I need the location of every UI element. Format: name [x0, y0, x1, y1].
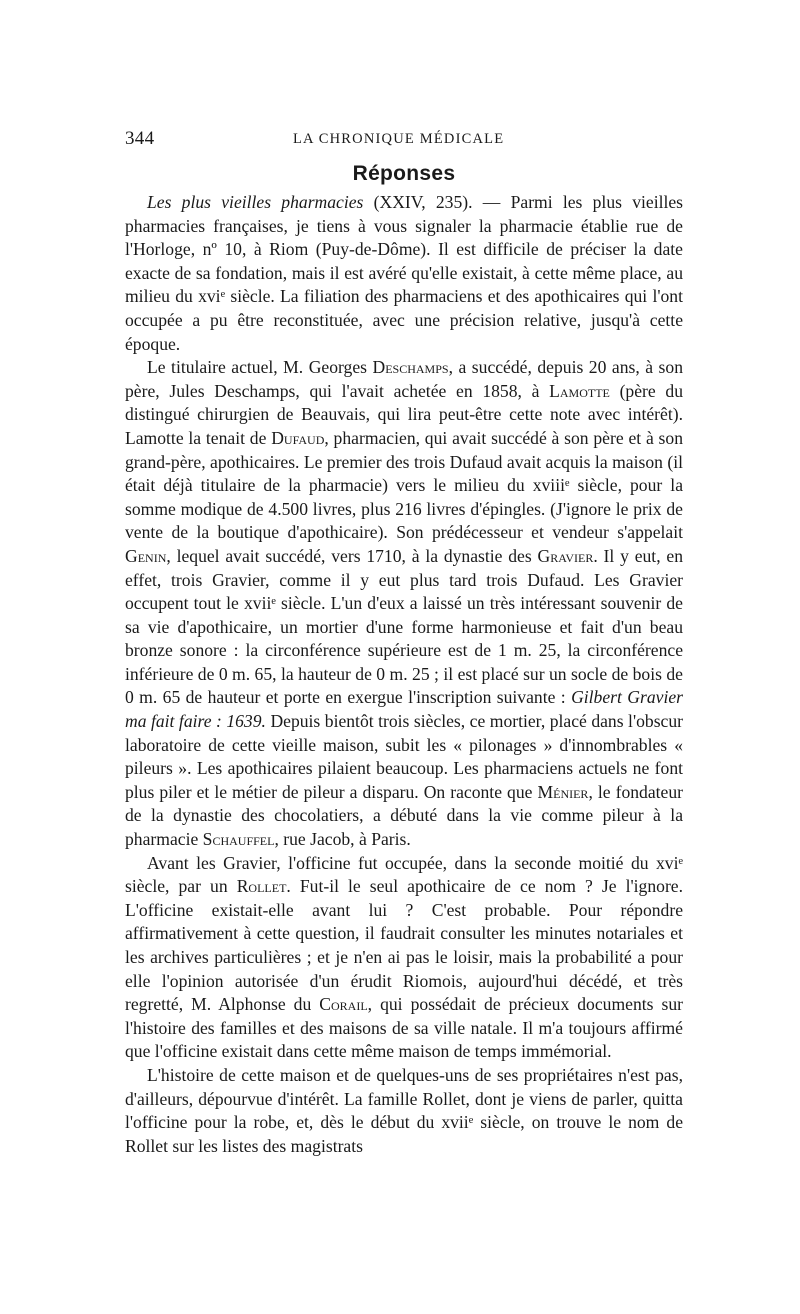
proper-name: Corail — [319, 994, 368, 1015]
paragraph-1 — [125, 191, 683, 356]
paragraph-4 — [125, 1064, 683, 1158]
proper-name: Deschamps — [372, 357, 449, 378]
proper-name: Genin — [125, 545, 167, 566]
paragraph-3 — [125, 852, 683, 1064]
proper-name: Lamotte — [549, 380, 610, 401]
reference-number: (XXIV, 235). — [373, 192, 473, 212]
text-run: . Fut-il le seul apothicaire de ce nom ? Je l'ignore. L'officine existait-elle avant lui ? C'est probable. Pour répondre affirmativement à cette question, il faudrait consulter les minutes notariales et les archives particulières ; et je n'en ai pas le loisir, mais la probabilité a pour elle l'opinion autorisée d'un érudit Riomois, aujourd'hui décédé, et très regretté, M. Alphonse du — [125, 876, 684, 1015]
paragraph-2 — [125, 356, 683, 851]
proper-name: Gravier — [537, 545, 594, 566]
page-header — [125, 128, 683, 156]
text-run: Depuis bientôt trois siècles, ce mortier, placé dans l'obscur laboratoire de cette vieille maison, subit les « pilonages » d'innombrables « pileurs ». Les apothicaires pilaient beaucoup. Les pharmaciens actuels ne font plus piler et le métier de pileur a disparu. On raconte que — [125, 711, 684, 802]
page-number: 344 — [125, 128, 155, 149]
text-run: . Il y eut, en effet, trois Gravier, comme il y eut plus tard trois Dufaud. Les Gravier occupent tout le xviiᵉ siècle. L'un d'eux a laissé un très intéressant souvenir de sa vie d'apothicaire, un mortier d'une forme harmonieuse et fait d'un beau bronze sonore : la circonférence supérieure est de 1 m. 25, la circonférence inférieure de 0 m. 65, la hauteur de 0 m. 25 ; il est placé sur un socle de bois de 0 m. 65 de hauteur et porte en exergue l'inscription suivante : — [125, 545, 683, 708]
text-run: L'histoire de cette maison et de quelques-uns de ses propriétaires n'est pas, d'ailleurs, dépourvue d'intérêt. La famille Rollet, dont je viens de parler, quitta l'officine pour la robe, et, dès le début du xviiᵉ siècle, on trouve le nom de Rollet sur les listes des magistrats — [125, 1064, 683, 1156]
paragraph-text: — Parmi les plus vieilles pharmacies françaises, je tiens à vous signaler la pharmacie établie rue de l'Horloge, nº 10, à Riom (Puy-de-Dôme). Il est difficile de préciser la date exacte de sa fondation, mais il est avéré qu'elle existait, à cette même place, au milieu du xviᵉ siècle. La filiation des pharmaciens et des apothicaires qui l'ont occupée a pu être reconstituée, avec une précision relative, jusqu'à cette époque. — [125, 192, 684, 354]
proper-name: Dufaud — [271, 427, 325, 448]
text-run: Le titulaire actuel, M. Georges — [147, 357, 368, 378]
text-run: , le fondateur de la dynastie des chocolatiers, a débuté dans la vie comme pileur à la pharmacie — [125, 781, 683, 850]
text-run: , lequel avait succédé, vers 1710, à la dynastie des — [166, 545, 532, 566]
text-run: , rue Jacob, à Paris. — [274, 829, 411, 850]
text-run: (père du distingué chirurgien de Beauvais, qui lira peut-être cette note avec intérêt). Lamotte la tenait de — [125, 380, 684, 448]
proper-name: Schauffel — [202, 829, 275, 850]
document-page — [125, 128, 683, 1158]
running-head: LA CHRONIQUE MÉDICALE — [293, 131, 505, 147]
text-run: , pharmacien, qui avait succédé à son père et à son grand-père, apothicaires. Le premier des trois Dufaud avait acquis la maison (il était déjà titulaire de la pharmacie) vers le milieu du xviiiᵉ siècle, pour la somme modique de 4.500 livres, plus 216 livres d'épingles. (J'ignore le prix de vente de la boutique d'apothicaire). Son prédécesseur et vendeur s'appelait — [125, 427, 683, 543]
reference-title: Les plus vieilles pharmacies — [147, 192, 364, 212]
text-run: , qui possédait de précieux documents sur l'histoire des familles et des maisons de sa ville natale. Il m'a toujours affirmé que l'officine existait dans cette même maison de temps immémorial. — [125, 994, 683, 1062]
text-run: Avant les Gravier, l'officine fut occupée, dans la seconde moitié du xviᵉ siècle, par un — [125, 852, 683, 897]
inscription: Gilbert Gravier ma fait faire : 1639. — [125, 687, 683, 732]
section-title: Réponses — [352, 162, 456, 185]
article-body — [125, 191, 683, 1158]
text-run: , a succédé, depuis 20 ans, à son père, Jules Deschamps, qui l'avait achetée en 1858, à — [125, 357, 683, 401]
proper-name: Rollet — [236, 876, 287, 897]
proper-name: Ménier — [537, 781, 589, 802]
